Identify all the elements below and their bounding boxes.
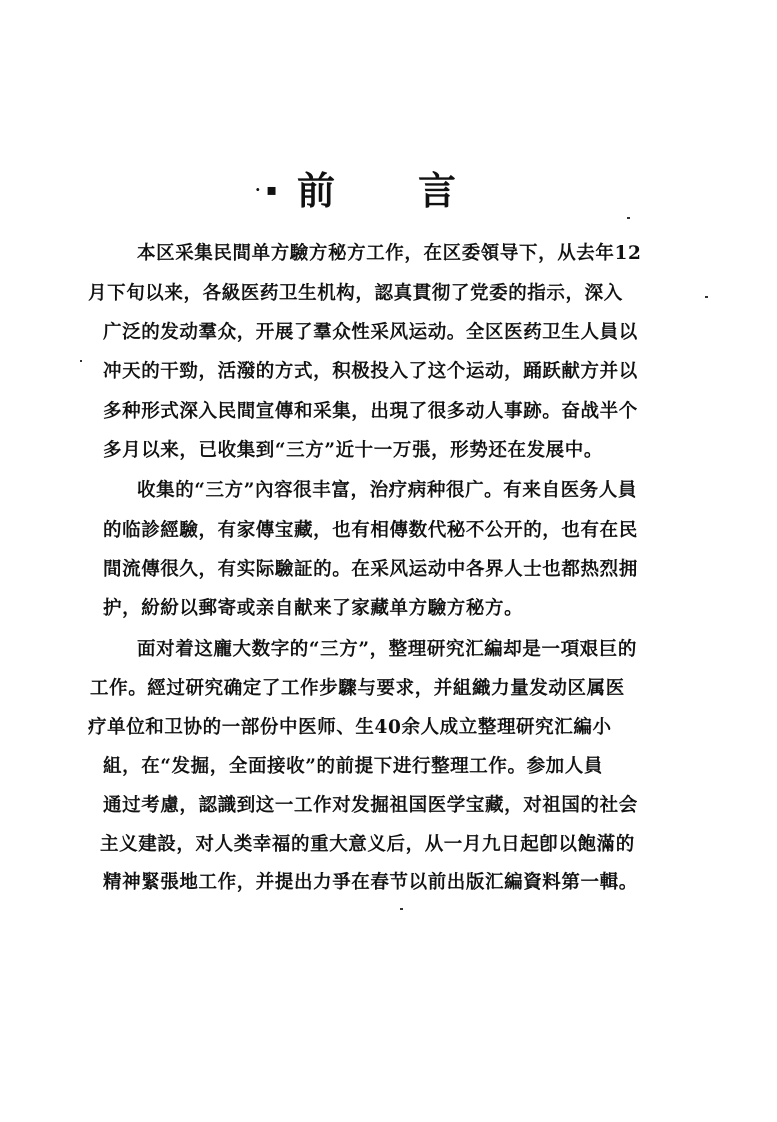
text-line: 間流傳很久，有实际驗証的。在采风运动中各界人士也都热烈拥: [103, 559, 638, 580]
text-line: 通过考慮，認識到这一工作对发掘祖国医学宝藏，对祖国的社会: [103, 795, 638, 816]
text-line: 主义建設，对人类幸福的重大意义后，从一月九日起卽以飽滿的: [100, 834, 635, 855]
scan-speck: [705, 296, 708, 298]
text-line: 护，紛紛以郵寄或亲自献来了家藏单方驗方秘方。: [103, 598, 524, 619]
text-line: 本区采集民間单方驗方秘方工作，在区委領导下，从去年12: [137, 243, 642, 264]
text-line: 疗单位和卫协的一部份中医师、生40余人成立整理研究汇編小: [88, 717, 612, 738]
text-line: 多种形式深入民間宣傳和采集，出現了很多动人事跡。奋战半个: [103, 401, 638, 422]
text-line: 面对着这龐大数字的“三方”，整理研究汇編却是一項艰巨的: [137, 639, 637, 660]
text-line: 冲天的干勁，活潑的方式，积极投入了这个运动，踊跃献方并以: [103, 361, 638, 382]
text-line: 工作。經过研究确定了工作步驟与要求，并組織力量发动区属医: [90, 678, 625, 699]
scan-speck: [80, 360, 82, 362]
title-marker: · ▪: [255, 180, 277, 199]
page-title-char-2: 言: [418, 168, 457, 213]
text-line: 月下旬以来，各級医药卫生机构，認真貫彻了党委的指示，深入: [88, 283, 623, 304]
text-line: 广泛的发动羣众，开展了羣众性采风运动。全区医药卫生人員以: [103, 322, 638, 343]
scan-speck: [400, 908, 403, 910]
scan-speck: [627, 217, 630, 219]
text-line: 精神緊張地工作，并提出力爭在春节以前出版汇編資料第一輯。: [103, 872, 638, 893]
text-line: 收集的“三方”內容很丰富，治疗病种很广。有来自医务人員: [137, 480, 637, 501]
text-line: 組，在“发掘，全面接收”的前提下进行整理工作。参加人員: [103, 756, 603, 777]
page-title-char-1: 前: [297, 168, 336, 213]
text-line: 的临診經驗，有家傳宝藏，也有相傳数代秘不公开的，也有在民: [103, 520, 638, 541]
text-line: 多月以来，已收集到“三方”近十一万張，形势还在发展中。: [103, 440, 603, 461]
